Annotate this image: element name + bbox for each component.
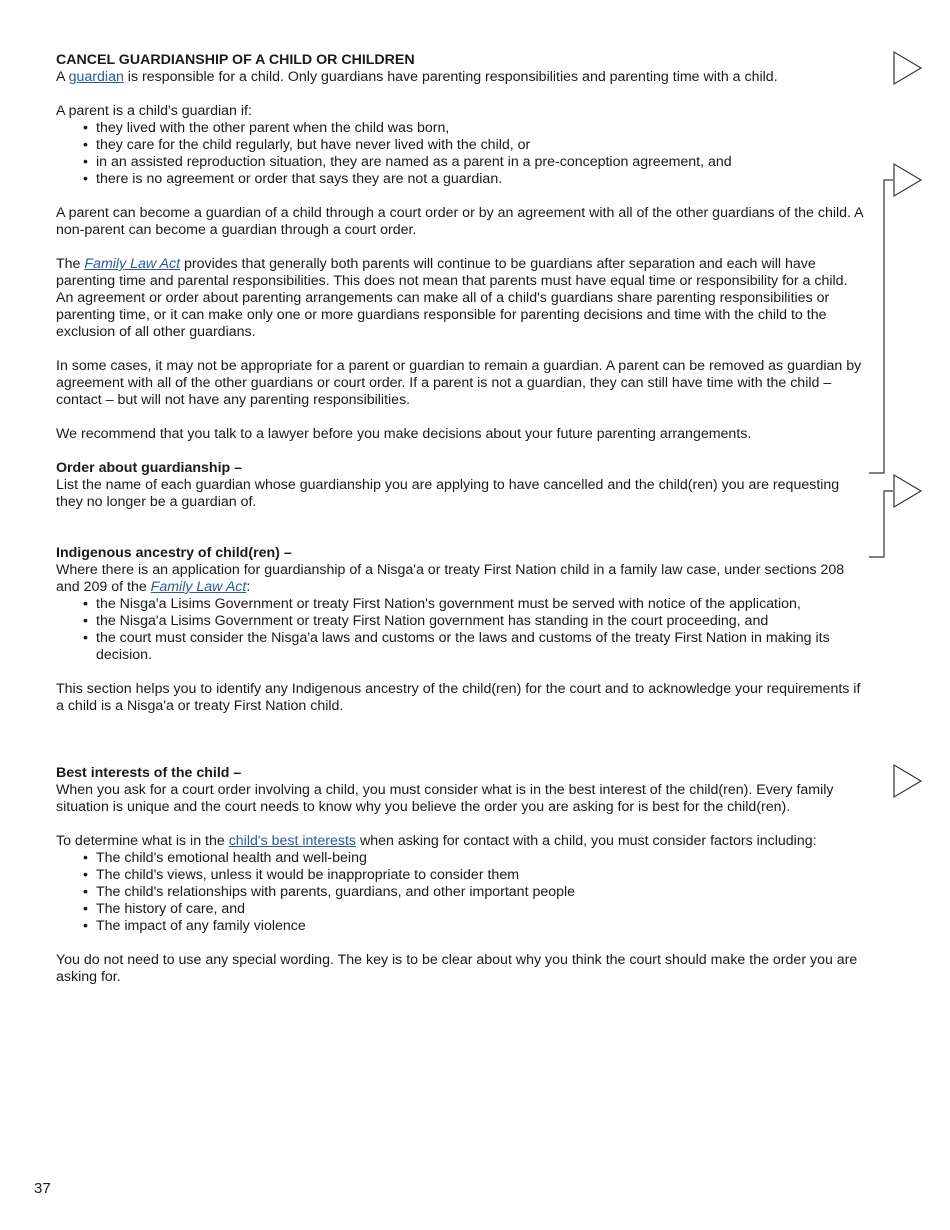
guardian-if-list — [56, 120, 864, 188]
list-item: • the Nisga'a Lisims Government or treaty First Nation government has standing in the court proceeding, and — [96, 613, 864, 630]
bracket-connector — [869, 180, 893, 473]
list-item: • The impact of any family violence — [96, 918, 864, 935]
list-item: • the Nisga'a Lisims Government or treaty First Nation's government must be served with notice of the application, — [96, 596, 864, 613]
indigenous-ancestry-heading: Indigenous ancestry of child(ren) – — [56, 545, 292, 561]
list-item: • The history of care, and — [96, 901, 864, 918]
indigenous-ancestry-list — [56, 596, 864, 664]
list-item: • the court must consider the Nisga'a laws and customs or the laws and customs of the treaty First Nation in making its decision. — [96, 630, 864, 664]
family-law-act-paragraph: The Family Law Act provides that generally both parents will continue to be guardians after separation and each will have parenting time and parental responsibilities. This does not mean that parents must have equal time or responsibility for a child. An agreement or order about parenting arrangements can make all of a child's guardians share parenting responsibilities or parenting time, or it can make only one or more guardians responsible for parenting decisions and time with the child to the exclusion of all other guardians. — [56, 256, 848, 340]
triangle-pointer-icon[interactable] — [894, 52, 921, 84]
list-item: • there is no agreement or order that says they are not a guardian. — [96, 171, 864, 188]
list-item: • The child's relationships with parents, guardians, and other important people — [96, 884, 864, 901]
triangle-pointer-icon[interactable] — [894, 475, 921, 507]
guardian-link[interactable]: guardian — [68, 69, 124, 85]
page-number: 37 — [34, 1180, 51, 1197]
list-item: • they care for the child regularly, but have never lived with the child, or — [96, 137, 864, 154]
order-about-guardianship-heading: Order about guardianship – — [56, 460, 243, 476]
list-item: • they lived with the other parent when the child was born, — [96, 120, 864, 137]
triangle-pointer-icon[interactable] — [894, 765, 921, 797]
childs-best-interests-link[interactable]: child's best interests — [228, 833, 357, 849]
list-item: • in an assisted reproduction situation, they are named as a parent in a pre-conception agreement, and — [96, 154, 864, 171]
guardian-if-lead: A parent is a child's guardian if: — [56, 103, 252, 119]
recommend-paragraph: We recommend that you talk to a lawyer before you make decisions about your future parenting arrangements. — [56, 426, 752, 442]
list-item: • The child's emotional health and well-being — [96, 850, 864, 867]
triangle-pointer-icon[interactable] — [894, 164, 921, 196]
removal-paragraph: In some cases, it may not be appropriate for a parent or guardian to remain a guardian. A parent can be removed as guardian by agreement with all of the other guardians or court order. If a parent is not a guardian, they can still have time with the child – contact – but will not have any parenting responsibilities. — [56, 358, 862, 408]
best-interests-heading: Best interests of the child – — [56, 765, 242, 781]
best-interests-closing: You do not need to use any special wording. The key is to be clear about why you think the court should make the order you are asking for. — [56, 952, 858, 985]
order-about-guardianship-body: List the name of each guardian whose guardianship you are applying to have cancelled and the child(ren) you are requesting they no longer be a guardian of. — [56, 477, 840, 510]
intro-paragraph: A guardian is responsible for a child. Only guardians have parenting responsibilities and parenting time with a child. — [56, 69, 778, 85]
best-interests-factors-lead: To determine what is in the child's best interests when asking for contact with a child, you must consider factors including: — [56, 833, 817, 849]
bracket-connector — [869, 491, 893, 557]
family-law-act-link[interactable]: Family Law Act — [84, 256, 181, 272]
family-law-act-link-2[interactable]: Family Law Act — [150, 579, 247, 595]
indigenous-ancestry-body: Where there is an application for guardianship of a Nisga'a or treaty First Nation child in a family law case, under sections 208 and 209 of the Family Law Act: — [56, 562, 845, 595]
best-interests-body: When you ask for a court order involving a child, you must consider what is in the best interest of the child(ren). Every family situation is unique and the court needs to know why you believe the order you are asking for is best for the child(ren). — [56, 782, 834, 815]
page-content — [56, 52, 864, 986]
page-title: CANCEL GUARDIANSHIP OF A CHILD OR CHILDREN — [56, 52, 415, 68]
become-guardian-paragraph: A parent can become a guardian of a child through a court order or by an agreement with all of the other guardians of the child. A non-parent can become a guardian through a court order. — [56, 205, 863, 238]
best-interests-factors-list — [56, 850, 864, 935]
list-item: • The child's views, unless it would be inappropriate to consider them — [96, 867, 864, 884]
indigenous-ancestry-closing: This section helps you to identify any Indigenous ancestry of the child(ren) for the court and to acknowledge your requirements if a child is a Nisga'a or treaty First Nation child. — [56, 681, 861, 714]
